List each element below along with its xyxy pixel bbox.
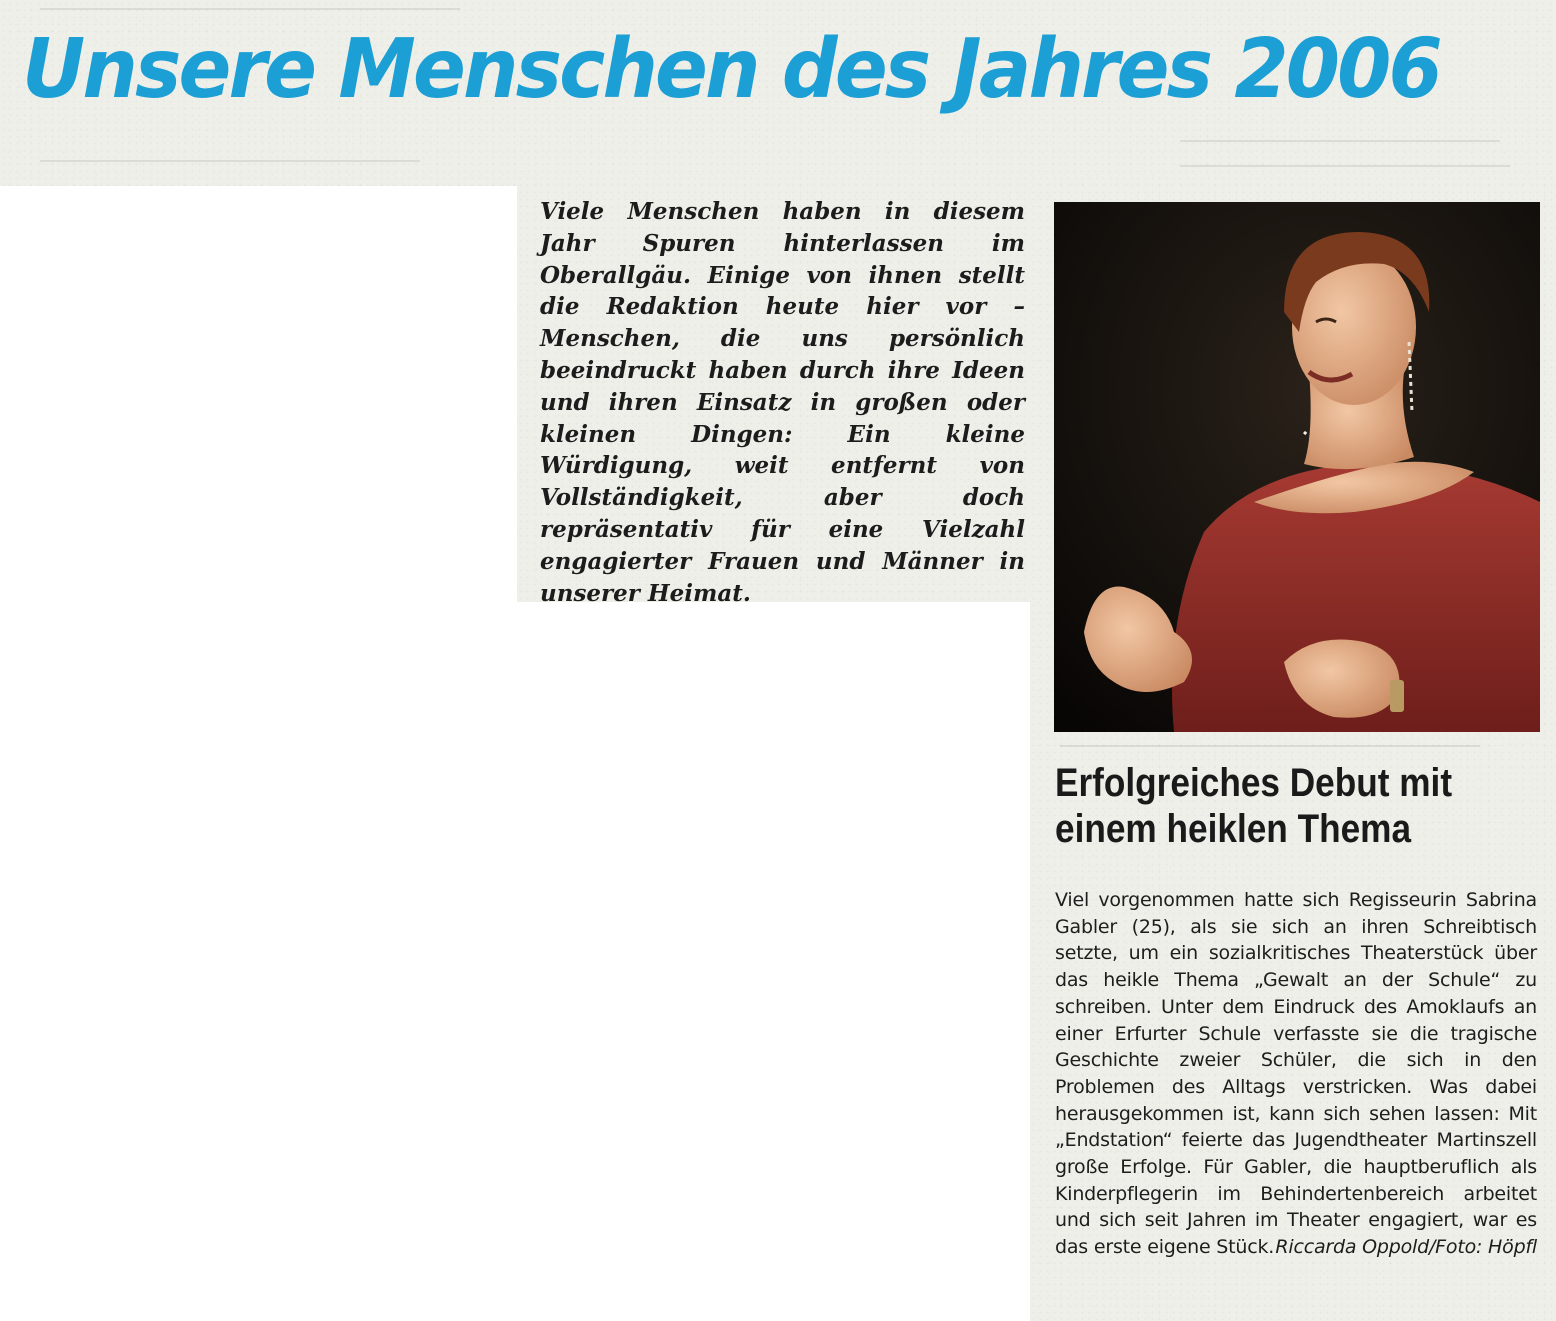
bleed-through-line xyxy=(1180,165,1510,167)
portrait-photo xyxy=(1054,202,1540,732)
article-headline-line-1: Erfolgreiches Debut mit xyxy=(1055,761,1453,805)
article-body xyxy=(1055,887,1537,1261)
bleed-through-line xyxy=(1060,745,1480,747)
intro-paragraph: Viele Menschen haben in diesem Jahr Spuren hinterlassen im Oberallgäu. Einige von ihnen stellt die Redaktion heute hier vor – Menschen, die uns persönlich beeindruckt haben durch ihre Ideen und ihren Einsatz in großen oder kleinen Dingen: Ein kleine Würdigung, weit entfernt von Vollständigkeit, aber doch repräsentativ für eine Vielzahl engagierter Frauen und Männer in unserer Heimat. xyxy=(540,198,1025,607)
article-headline xyxy=(1055,760,1486,852)
bleed-through-line xyxy=(40,8,460,10)
article-headline-line-2: einem heiklen Thema xyxy=(1055,807,1412,851)
main-headline: Unsere Menschen des Jahres 2006 xyxy=(22,22,1440,117)
portrait-illustration xyxy=(1054,202,1540,732)
author-credit: Riccarda Oppold/Foto: Höpfl xyxy=(1275,1236,1537,1259)
bleed-through-line xyxy=(1180,140,1500,142)
bleed-through-line xyxy=(40,160,420,162)
article-body-text: Viel vorgenommen hatte sich Regisseurin Sabrina Gabler (25), als sie sich an ihren Schreibtisch setzte, um ein sozialkritisches Theaterstück über das heikle Thema „Gewalt an der Schule“ zu schreiben. Unter dem Eindruck des Amoklaufs an einer Erfurter Schule verfasste sie die tragische Geschichte zweier Schüler, die sich in den Problemen des Alltags verstricken. Was dabei herausgekommen ist, kann sich sehen lassen: Mit „Endstation“ feierte das Jugendtheater Martinszell große Erfolge. Für Gabler, die hauptberuflich als Kinderpflegerin im Behindertenbereich arbeitet und sich seit Jahren im Theater engagiert, war es das erste eigene Stück. xyxy=(1055,889,1537,1259)
